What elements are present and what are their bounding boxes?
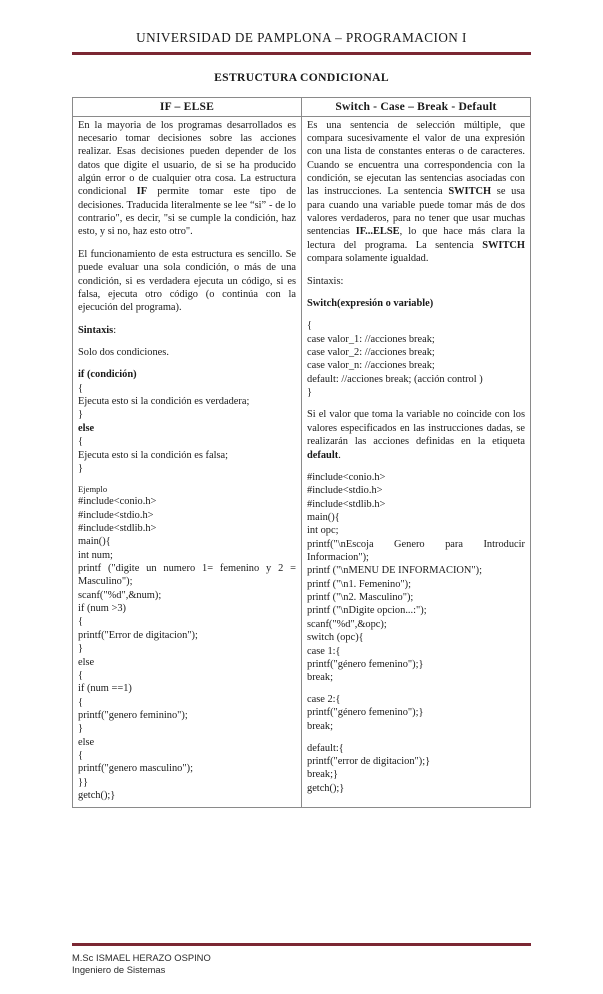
code-line: printf("\nEscoja Genero para Introducir Informacion"); (307, 538, 528, 564)
syntax-line: default: //acciones break; (acción control ) (307, 373, 483, 385)
code-line: { (78, 750, 83, 762)
code-line: int opc; (307, 525, 339, 537)
code-line: printf("Error de digitacion"); (78, 629, 198, 641)
switch-case-content (307, 119, 528, 796)
switch-syntax-listing (307, 319, 525, 399)
code-line: { (78, 696, 83, 708)
switch-paragraph-1-text-c: , lo que hace más clara la lectura del programa. La sentencia (307, 226, 525, 251)
syntax-line: case valor_2: //acciones break; (307, 346, 435, 358)
code-line: getch();} (307, 782, 345, 794)
syntax-line: if (condición) (78, 369, 137, 381)
code-line: }} (78, 776, 88, 788)
code-line: break; (307, 720, 333, 732)
if-else-paragraph-1 (78, 119, 296, 239)
code-line: printf ("\n1. Femenino"); (307, 578, 412, 590)
table-header-if-else: IF – ELSE (73, 97, 302, 116)
conditional-structures-table (72, 97, 531, 808)
code-line: } (78, 723, 83, 735)
code-line: main(){ (78, 536, 111, 548)
syntax-line: { (78, 382, 83, 394)
code-line: #include<conio.h> (307, 471, 386, 483)
syntax-line: } (78, 409, 83, 421)
code-line: getch();} (78, 790, 116, 802)
footer-rule (72, 943, 531, 946)
spacer (307, 399, 525, 408)
code-line: printf ("\nDigite opcion...:"); (307, 605, 427, 617)
code-line: case 1:{ (307, 645, 341, 657)
university-header-title: UNIVERSIDAD DE PAMPLONA – PROGRAMACION I (136, 30, 467, 45)
document-footer (72, 943, 531, 976)
code-line: if (num ==1) (78, 683, 132, 695)
ejemplo-label: Ejemplo (78, 484, 108, 495)
solo-dos-condiciones: Solo dos condiciones. (78, 346, 169, 358)
spacer (78, 475, 296, 484)
code-line: main(){ (307, 511, 340, 523)
if-else-cell (73, 116, 302, 807)
switch-keyword-bold-1: SWITCH (448, 186, 492, 198)
footer-author-block (72, 952, 531, 976)
code-line: #include<stdlib.h> (78, 522, 157, 534)
code-line: default:{ (307, 742, 344, 754)
code-line: #include<stdio.h> (78, 509, 154, 521)
footer-author-name: M.Sc ISMAEL HERAZO OSPINO (72, 951, 211, 963)
switch-case-cell (302, 116, 531, 807)
code-line: break;} (307, 769, 338, 781)
syntax-line: } (307, 387, 312, 399)
syntax-line: else (78, 422, 95, 434)
code-line: { (78, 616, 83, 628)
if-else-example-listing (78, 484, 299, 802)
code-line: printf("genero masculino"); (78, 763, 193, 775)
table-header-row (73, 97, 531, 116)
if-else-paragraph-1-text-a: En la mayoria de los programas desarrollados es necesario tomar decisiones sobre las acciones realizar. Esas decisiones pueden depender de los datos que digite el usuario, de si se ha producido algún error o de cualquier otra cosa. La estructura condicional (78, 119, 296, 198)
switch-paragraph-1 (307, 119, 525, 266)
code-line: if (num >3) (78, 603, 126, 615)
code-line: printf("género femenino");} (307, 658, 424, 670)
code-line: case 2:{ (307, 694, 341, 706)
syntax-line: case valor_1: //acciones break; (307, 333, 435, 345)
code-line: printf ("digite un numero 1= femenino y 2 = Masculino"); (78, 563, 299, 588)
code-line: switch (opc){ (307, 632, 364, 644)
syntax-line: } (78, 462, 83, 474)
code-line: printf("género femenino");} (307, 707, 424, 719)
switch-paragraph-1-text-d: compara solamente igualdad. (307, 253, 429, 265)
footer-author-role: Ingeniero de Sistemas (72, 963, 166, 975)
if-else-sintaxis-label (78, 324, 296, 337)
code-line: #include<stdio.h> (307, 485, 383, 497)
if-else-content (78, 119, 299, 803)
if-else-syntax-listing (78, 368, 296, 475)
if-else-paragraph-1-text-b: permite tomar este tipo de decisiones. Traducida literalmente se lee “si” - de lo contrario", es decir, "si se cumple la condición, haz esto, y si no, haz esto otro". (78, 186, 296, 238)
code-line: #include<stdlib.h> (307, 498, 386, 510)
code-line: } (78, 643, 83, 655)
code-line: printf ("\n2. Masculino"); (307, 592, 414, 604)
code-line-blank (307, 685, 525, 694)
switch-paragraph-1-text-b: se usa para cuando una variable puede tomar más de dos valores verdaderos, para no tener que usar muchas sentencias (307, 186, 525, 238)
header-rule (72, 52, 531, 55)
code-line: else (78, 736, 95, 748)
table-row (73, 116, 531, 807)
syntax-line: Ejecuta esto si la condición es falsa; (78, 449, 229, 461)
syntax-line: case valor_n: //acciones break; (307, 360, 435, 372)
code-line: int num; (78, 549, 113, 561)
switch-paragraph-1-text-a: Es una sentencia de selección múltiple, que compara sucesivamente el valor de una expresión con una lista de constantes enteras o de caracteres. Cuando se encuentra una correspondencia con la condición, se ejecutan las sentencias asociadas con las instrucciones. La sentencia (307, 119, 525, 198)
switch-sintaxis-label: Sintaxis: (307, 275, 344, 287)
sintaxis-label-colon: : (113, 324, 117, 336)
sintaxis-label-bold: Sintaxis (78, 324, 114, 336)
if-keyword-bold: IF (136, 186, 148, 198)
code-line: break; (307, 672, 333, 684)
code-line: scanf("%d",&opc); (307, 618, 387, 630)
switch-paragraph-2 (307, 408, 525, 461)
code-line: else (78, 656, 95, 668)
switch-signature: Switch(expresión o variable) (307, 297, 434, 309)
code-line-blank (307, 733, 525, 742)
code-line: printf ("\nMENU DE INFORMACION"); (307, 565, 483, 577)
switch-paragraph-2-text-b: . (338, 449, 341, 461)
switch-paragraph-2-text-a: Si el valor que toma la variable no coincide con los valores especificados en las instrucciones dadas, se realizarán las acciones definidas en la etiqueta (307, 409, 525, 448)
switch-keyword-bold-2: SWITCH (482, 239, 525, 251)
switch-example-listing (307, 471, 528, 795)
code-line: { (78, 669, 83, 681)
default-keyword-bold: default (307, 449, 339, 461)
code-line: #include<conio.h> (78, 496, 157, 508)
syntax-line: { (78, 436, 83, 448)
code-line: printf("error de digitacion");} (307, 756, 431, 768)
if-else-keyword-bold: IF...ELSE (355, 226, 400, 238)
table-header-switch-case: Switch - Case – Break - Default (302, 97, 531, 116)
page-title: ESTRUCTURA CONDICIONAL (214, 70, 389, 84)
syntax-line: Ejecuta esto si la condición es verdadera; (78, 396, 250, 408)
code-line: printf("genero feminino"); (78, 710, 188, 721)
if-else-paragraph-2: El funcionamiento de esta estructura es sencillo. Se puede evaluar una sola condición, o más de una condición, si es verdadera ejecuta un código, si es falsa, ejecuta otro código (o continúa con la ejecución del programa). (78, 248, 296, 314)
syntax-line: { (307, 320, 312, 332)
document-header (72, 0, 531, 55)
code-line: scanf("%d",&num); (78, 589, 162, 601)
